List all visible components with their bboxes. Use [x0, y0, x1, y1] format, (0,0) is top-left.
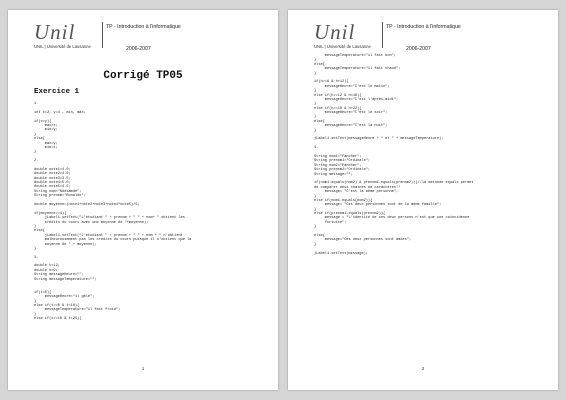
exercise-heading: Exercice 1: [34, 88, 80, 96]
page-header: [8, 10, 278, 54]
code-line: else{: [314, 234, 325, 239]
code-line: else if(prenom1.equals(prenom2)){: [314, 212, 386, 217]
academic-year: 2006-2007: [406, 46, 431, 52]
code-line: moyenne de " + moyenne);: [34, 242, 97, 247]
page-number: 1: [141, 366, 145, 371]
code-line: }: [314, 58, 317, 63]
code-line: messageHeure="C'est le matin";: [314, 84, 390, 89]
code-line: if(h>=6 & h<12){: [314, 80, 349, 85]
code-line: messageHeure="C'est l'après-midi";: [314, 97, 399, 102]
header-divider: [102, 22, 103, 48]
code-line: max=y;: [34, 141, 58, 146]
code-line: double note5=4.5;: [34, 185, 71, 190]
code-line: messageTemperature="il fait bon";: [314, 54, 396, 58]
code-line: String prenom2="Ordinale";: [314, 168, 371, 173]
code-line: if(moyenne>=4){: [34, 211, 67, 216]
code-line: String nom1="Fancher";: [314, 154, 362, 159]
code-line: double note4=5.0;: [34, 181, 71, 186]
code-line: double moyenne=(note1+note2+note3+note4+note5)/5;: [34, 202, 140, 207]
code-line: 4.: [314, 146, 319, 151]
code-line: }: [314, 102, 317, 107]
page-header: [288, 10, 558, 54]
code-line: if(nom1.equals(nom2) & prenom1.equals(prenom2)){//la méthode equals permet: [314, 181, 474, 186]
unil-logo-subtitle: UNIL | Université de Lausanne: [34, 44, 91, 49]
code-line: String messageTemperature="";: [34, 277, 97, 282]
code-line: }: [314, 128, 317, 133]
code-line: }: [314, 89, 317, 94]
header-divider: [382, 22, 383, 48]
code-line: messageHeure="il gèle";: [34, 295, 95, 300]
code-line: double note3=3.5;: [34, 176, 71, 181]
code-line: else if(h>=18 & h<22){: [314, 106, 362, 111]
unil-logo-subtitle: UNIL | Université de Lausanne: [314, 44, 371, 49]
code-line: de comparer deux chaînes de caractères!!: [314, 185, 401, 190]
code-line: }: [34, 246, 37, 251]
code-line: message= "C'est la même personne";: [314, 190, 399, 195]
code-line: }: [314, 71, 317, 76]
code-line: 3.: [34, 255, 39, 260]
code-line: double h=9;: [34, 268, 58, 273]
code-line: messageTemperature="il fait chaud";: [314, 67, 401, 72]
code-line: String messageHeure="";: [34, 273, 84, 278]
code-line: int x=2, y=4 , min, max;: [34, 110, 86, 115]
code-line: message="Ces deux personnes sont amies";: [314, 238, 412, 243]
unil-logo: Unil: [314, 20, 356, 44]
code-line: crédits du cours avec une moyenne de "+moyenne);: [34, 220, 149, 225]
code-line: jLabel1.setText("L'étudiant " + prenom + " " + nom + " n'obtient: [34, 233, 183, 238]
code-line: 2.: [34, 159, 39, 164]
code-line: }: [314, 194, 317, 199]
code-line: jLabel1.setText(message);: [314, 251, 368, 256]
code-line: double t=12;: [34, 264, 60, 269]
code-line: }: [34, 224, 37, 229]
code-line: String message="";: [314, 172, 353, 177]
code-line: messageHeure="C'est le soir";: [314, 111, 388, 116]
code-line: }: [34, 150, 37, 155]
code-line: fortuite";: [314, 220, 347, 225]
code-line: String nom="Ndésamde";: [34, 189, 82, 194]
code-block: [314, 54, 546, 256]
code-line: double note1=4.0;: [34, 167, 71, 172]
code-line: else if(t>=0 & t<10){: [34, 303, 80, 308]
code-line: String prenom1="Ordinale";: [314, 159, 371, 164]
course-title: TP - Introduction à l'informatique: [386, 24, 461, 30]
document-page-2: [288, 10, 558, 390]
code-line: 1.: [34, 102, 39, 106]
page-number: 2: [421, 366, 425, 371]
code-line: }: [34, 132, 37, 137]
course-title: TP - Introduction à l'informatique: [106, 24, 181, 30]
code-line: jLabel1.setText(messageHeure + " et " + messageTemperature);: [314, 137, 444, 142]
code-line: message = "L'identité de ces deux persons n'est que une coïncidence: [314, 216, 470, 221]
academic-year: 2006-2007: [126, 46, 151, 52]
code-line: }: [314, 225, 317, 230]
document-title: Corrigé TP05: [103, 70, 183, 82]
code-block: [34, 102, 266, 322]
code-line: if(x>y){: [34, 119, 52, 124]
code-line: messageTemperature="il fait froid";: [34, 308, 121, 313]
code-line: malheureusement pas les crédits du cours puisque il n'obtient que la: [34, 238, 192, 243]
code-line: else if(h>=12 & h<18){: [314, 93, 362, 98]
code-line: else{: [34, 137, 45, 142]
code-line: }: [314, 242, 317, 247]
code-line: }: [34, 312, 37, 317]
code-line: }: [314, 115, 317, 120]
code-line: String nom2="Fancher";: [314, 163, 362, 168]
code-line: max=x;: [34, 123, 58, 128]
code-line: double note2=4.0;: [34, 172, 71, 177]
code-line: messageHeure="C'est la nuit";: [314, 124, 388, 129]
code-line: }: [314, 207, 317, 212]
code-line: min=y;: [34, 128, 58, 133]
code-line: }: [34, 299, 37, 304]
code-line: else{: [314, 62, 325, 67]
document-page-1: [8, 10, 278, 390]
code-line: else{: [314, 119, 325, 124]
code-line: else if(nom1.equals(nom2)){: [314, 198, 373, 203]
code-line: String prenom="Ronaldo";: [34, 194, 86, 199]
code-line: else if(t>=10 & t<25){: [34, 317, 82, 322]
code-line: min=x;: [34, 145, 58, 150]
code-line: message= "Ces deux personnes sont de la même famille";: [314, 203, 442, 208]
code-line: else{: [34, 229, 45, 234]
unil-logo: Unil: [34, 20, 76, 44]
code-line: jLabel1.setText("L'étudiant " + prenom + " " + nom+ " obtient les: [34, 216, 185, 221]
code-line: if(t<0){: [34, 290, 52, 295]
